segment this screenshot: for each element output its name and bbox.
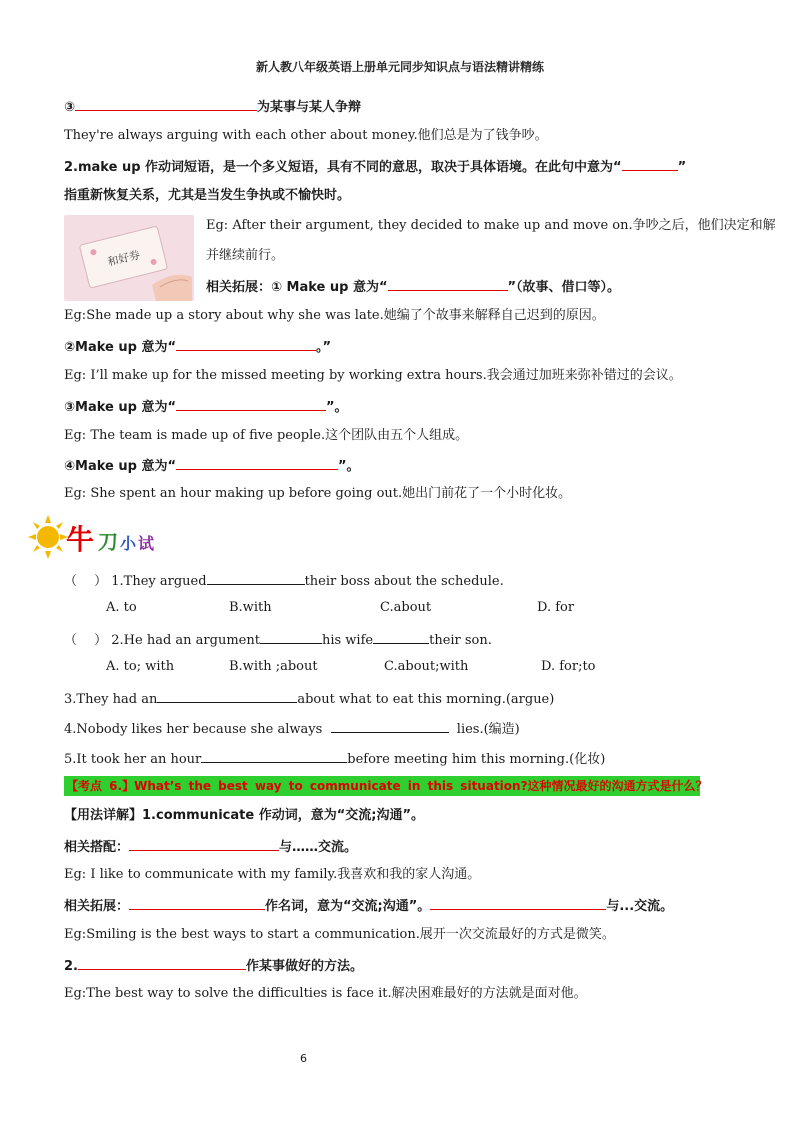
example-makeup-line2: 并继续前行。 — [206, 248, 285, 263]
page-number: 6 — [300, 1052, 307, 1065]
blank[interactable] — [157, 688, 297, 703]
makeup-meaning-4: ④Make up 意为“ ”。 — [64, 455, 360, 477]
usage-detail: 【用法详解】1.communicate 作动词，意为“交流;沟通”。 — [64, 808, 425, 823]
blank[interactable] — [176, 455, 338, 470]
example-team: Eg: The team is made up of five people.这个团队由五个人组成。 — [64, 428, 469, 443]
q1-option-b[interactable]: B.with — [229, 600, 272, 615]
extension-1: 相关拓展：① Make up 意为“ ”（故事、借口等）。 — [206, 276, 620, 298]
example-makeup-line1: Eg: After their argument, they decided to make up and move on.争吵之后，他们决定和解 — [206, 218, 776, 233]
blank[interactable] — [201, 748, 347, 763]
q2-option-c[interactable]: C.about;with — [384, 659, 469, 674]
q2-option-a[interactable]: A. to; with — [106, 659, 175, 674]
logo-char-1: 牛 — [66, 523, 95, 556]
blank[interactable] — [176, 336, 316, 351]
makeup-meaning-3: ③Make up 意为“ ”。 — [64, 396, 348, 418]
blank[interactable] — [388, 276, 508, 291]
page-header: 新人教八年级英语上册单元同步知识点与语法精讲精练 — [255, 60, 544, 74]
blank[interactable] — [331, 718, 449, 733]
usage-extension: 相关拓展： 作名词，意为“交流;沟通”。 与...交流。 — [64, 895, 673, 917]
blank[interactable] — [176, 396, 326, 411]
logo-char-2: 刀 — [98, 530, 118, 554]
usage-example-2: Eg:Smiling is the best ways to start a communication.展开一次交流最好的方式是微笑。 — [64, 927, 615, 942]
answer-bracket[interactable]: （ ） — [64, 633, 108, 648]
line-argue-3 — [64, 96, 361, 118]
makeup-meaning-2: ②Make up 意为“ 。” — [64, 336, 331, 358]
answer-bracket[interactable]: （ ） — [64, 574, 108, 589]
usage-example-3: Eg:The best way to solve the difficulties is face it.解决困难最好的方法就是面对他。 — [64, 986, 587, 1001]
kaodian-heading: 【考点 6.】What’s the best way to communicate in this situation?这种情况最好的沟通方式是什么？ — [66, 779, 708, 793]
quiz-q3: 3.They had an about what to eat this morning.(argue) — [64, 688, 554, 710]
q2-option-d[interactable]: D. for;to — [541, 659, 596, 674]
blank[interactable] — [373, 629, 429, 644]
usage-example-1: Eg: I like to communicate with my family.我喜欢和我的家人沟通。 — [64, 867, 481, 882]
blank[interactable] — [260, 629, 322, 644]
blank[interactable] — [129, 836, 279, 851]
example-sentence: They're always arguing with each other about money.他们总是为了钱争吵。 — [64, 128, 548, 143]
example-makeup-cosmetics: Eg: She spent an hour making up before going out.她出门前花了一个小时化妆。 — [64, 486, 572, 501]
blank[interactable] — [78, 955, 246, 970]
blank[interactable] — [622, 156, 678, 171]
makeup-definition: 2.make up 作动词短语，是一个多义短语，具有不同的意思，取决于具体语境。在此句中意为“ ” — [64, 156, 686, 178]
coupon-illustration — [64, 215, 194, 301]
q1-option-d[interactable]: D. for — [537, 600, 575, 615]
blank[interactable] — [75, 96, 257, 111]
phrase-meaning: 为某事与某人争辩 — [257, 100, 362, 115]
usage-best-way: 2. 作某事做好的方法。 — [64, 955, 363, 977]
quiz-q2: （ ） 2.He had an argument his wife their son. — [64, 629, 492, 651]
sun-icon — [28, 513, 168, 561]
q1-option-c[interactable]: C.about — [380, 600, 432, 615]
quiz-q5: 5.It took her an hour before meeting him this morning.(化妆) — [64, 748, 605, 770]
coupon-picture — [64, 215, 194, 301]
q1-option-a[interactable]: A. to — [106, 600, 137, 615]
quiz-q4: 4.Nobody likes her because she always lies.(编造) — [64, 718, 520, 740]
logo-char-3: 小 — [120, 534, 137, 553]
makeup-explanation: 指重新恢复关系，尤其是当发生争执或不愉快时。 — [64, 188, 351, 203]
blank[interactable] — [207, 570, 305, 585]
quiz-q1: （ ） 1.They argued their boss about the schedule. — [64, 570, 504, 592]
coupon-label: 和好券 — [106, 248, 142, 269]
blank[interactable] — [129, 895, 265, 910]
example-meeting: Eg: I’ll make up for the missed meeting by working extra hours.我会通过加班来弥补错过的会议。 — [64, 368, 682, 383]
quiz-logo — [28, 513, 168, 561]
usage-collocation: 相关搭配： 与……交流。 — [64, 836, 357, 858]
blank[interactable] — [430, 895, 606, 910]
logo-char-4: 试 — [138, 534, 155, 553]
q2-option-b[interactable]: B.with ;about — [229, 659, 318, 674]
circled-number: ③ — [64, 100, 76, 115]
example-story: Eg:She made up a story about why she was late.她编了个故事来解释自己迟到的原因。 — [64, 308, 605, 323]
